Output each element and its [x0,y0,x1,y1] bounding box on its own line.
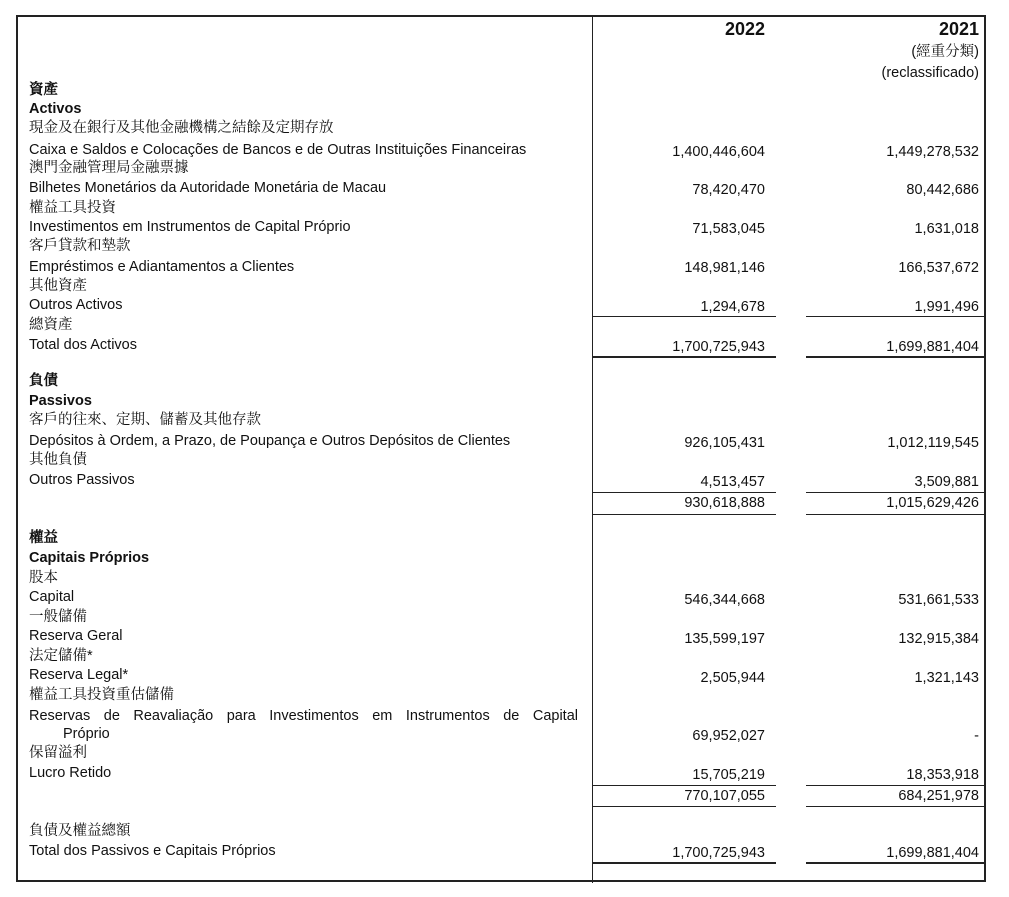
asset-value-2022: 1,400,446,604 [672,144,765,160]
rule [806,492,986,493]
header-reclassified-zh: (經重分類) [911,44,979,60]
asset-label-zh: 客戶貸款和墊款 [29,238,131,254]
asset-value-2021: 166,537,672 [898,260,979,276]
equity-label-zh: 權益工具投資重估儲備 [29,687,174,703]
rule [806,806,986,807]
equity-value-2022: 15,705,219 [692,767,765,783]
liability-label-zh: 客戶的往來、定期、儲蓄及其他存款 [29,412,261,428]
equity-label-zh: 保留溢利 [29,745,87,761]
equity-heading-zh: 權益 [29,530,58,546]
liability-value-2021: 1,012,119,545 [887,435,979,451]
equity-value-2021: - [974,728,979,744]
asset-value-2022: 71,583,045 [692,221,765,237]
header-year-2022: 2022 [724,19,765,39]
asset-value-2021: 1,631,018 [914,221,979,237]
asset-label-pt: Outros Activos [29,297,123,313]
asset-label-pt: Empréstimos e Adiantamentos a Clientes [29,259,295,275]
asset-label-zh: 澳門金融管理局金融票據 [29,160,189,176]
asset-label-pt: Investimentos em Instrumentos de Capital Próprio [29,219,351,235]
equity-label-zh: 一般儲備 [29,609,87,625]
assets-total-2021: 1,699,881,404 [886,339,979,355]
liability-label-pt: Depósitos à Ordem, a Prazo, de Poupança e Outros Depósitos de Clientes [29,433,511,449]
equity-label-pt: Reserva Legal* [29,667,129,683]
grand-total-2021: 1,699,881,404 [886,845,979,861]
equity-subtotal-2022: 770,107,055 [684,788,765,804]
column-divider [592,15,593,883]
equity-subtotal-2021: 684,251,978 [898,788,979,804]
liabilities-heading-pt: Passivos [29,393,92,409]
equity-label-zh: 法定儲備* [29,648,93,664]
asset-value-2022: 78,420,470 [692,182,765,198]
liabilities-heading-zh: 負債 [29,373,58,389]
rule [806,316,986,317]
asset-value-2022: 1,294,678 [700,299,765,315]
equity-label-pt: Reservas de Reavaliação para Investimentos em Instrumentos de Capital [29,708,578,724]
rule [593,785,776,786]
rule [593,514,776,515]
liabilities-subtotal-2022: 930,618,888 [684,495,765,511]
double-rule [593,356,776,358]
equity-value-2021: 531,661,533 [898,592,979,608]
assets-heading-zh: 資產 [29,82,58,98]
header-reclassified-pt: (reclassificado) [881,65,979,81]
rule [593,316,776,317]
asset-label-pt: Bilhetes Monetários da Autoridade Monetária de Macau [29,180,387,196]
header-year-2021: 2021 [938,19,979,39]
assets-total-2022: 1,700,725,943 [672,339,765,355]
equity-value-2021: 132,915,384 [898,631,979,647]
liability-value-2022: 926,105,431 [684,435,765,451]
grand-total-label-pt: Total dos Passivos e Capitais Próprios [29,843,276,859]
equity-label-pt: Lucro Retido [29,765,112,781]
double-rule [593,862,776,864]
asset-label-zh: 現金及在銀行及其他金融機構之結餘及定期存放 [29,120,334,136]
asset-value-2021: 1,449,278,532 [886,144,979,160]
asset-label-pt: Caixa e Saldos e Colocações de Bancos e de Outras Instituições Financeiras [29,142,527,158]
grand-total-label-zh: 負債及權益總額 [29,823,131,839]
equity-value-2021: 1,321,143 [914,670,979,686]
liability-value-2021: 3,509,881 [914,474,979,490]
equity-label-zh: 股本 [29,570,58,586]
asset-label-zh: 其他資產 [29,278,87,294]
asset-label-zh: 權益工具投資 [29,200,116,216]
liability-label-zh: 其他負債 [29,452,87,468]
grand-total-2022: 1,700,725,943 [672,845,765,861]
double-rule [806,356,986,358]
rule [593,806,776,807]
asset-value-2022: 148,981,146 [684,260,765,276]
asset-value-2021: 80,442,686 [906,182,979,198]
double-rule [806,862,986,864]
liabilities-subtotal-2021: 1,015,629,426 [886,495,979,511]
rule [806,514,986,515]
equity-label-pt: Capital [29,589,75,605]
asset-value-2021: 1,991,496 [914,299,979,315]
rule [593,492,776,493]
equity-heading-pt: Capitais Próprios [29,550,150,566]
equity-value-2022: 2,505,944 [700,670,765,686]
equity-value-2021: 18,353,918 [906,767,979,783]
liability-label-pt: Outros Passivos [29,472,135,488]
equity-value-2022: 546,344,668 [684,592,765,608]
assets-heading-pt: Activos [29,101,82,117]
rule [806,785,986,786]
equity-label-pt-continued: Próprio [63,726,110,742]
equity-label-pt: Reserva Geral [29,628,123,644]
assets-total-label-zh: 總資產 [29,317,73,333]
equity-value-2022: 69,952,027 [692,728,765,744]
liability-value-2022: 4,513,457 [700,474,765,490]
equity-value-2022: 135,599,197 [684,631,765,647]
assets-total-label-pt: Total dos Activos [29,337,137,353]
